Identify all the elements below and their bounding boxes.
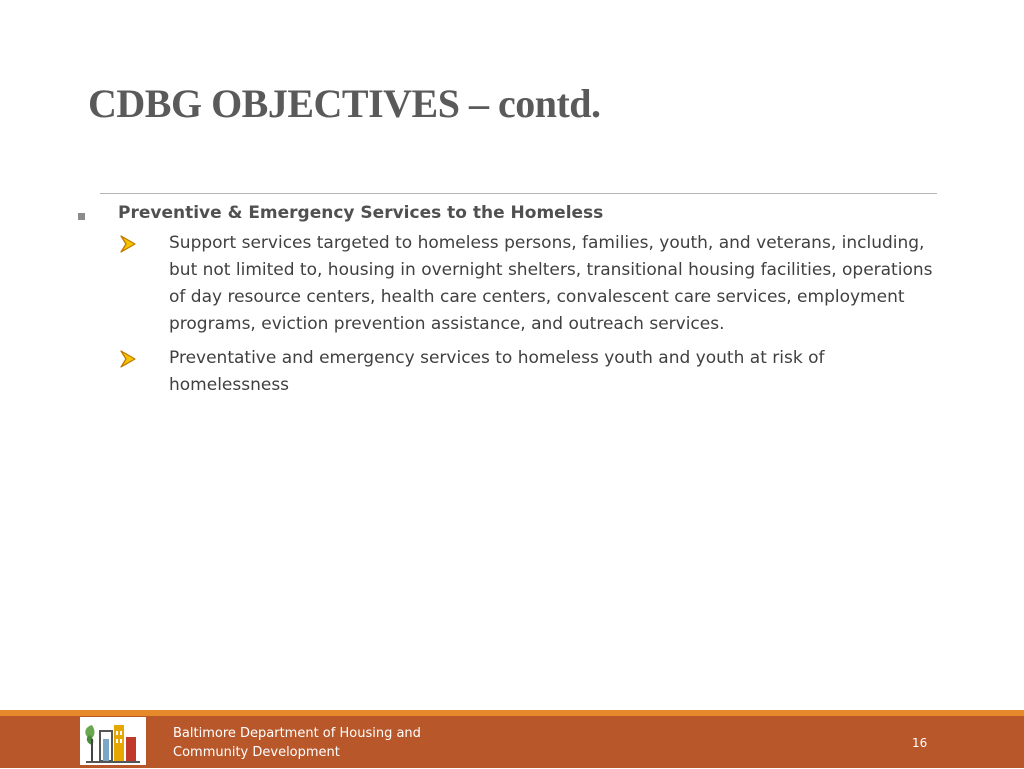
logo-graphic bbox=[80, 717, 146, 765]
sub-bullet-item bbox=[118, 347, 948, 399]
slide-title: CDBG OBJECTIVES – contd. bbox=[88, 81, 601, 126]
sub-bullet-text: Support services targeted to homeless persons, families, youth, and veterans, including, but not limited to, housing in overnight shelters, transitional housing facilities, operations of day resource centers, health care centers, convalescent care services, employment programs, eviction prevention assistance, and outreach services. bbox=[169, 233, 933, 334]
org-line-2: Community Development bbox=[173, 745, 340, 760]
slide-content bbox=[78, 203, 948, 408]
sub-bullet-item bbox=[118, 232, 948, 338]
title-divider bbox=[100, 193, 937, 194]
sub-bullet-list bbox=[118, 232, 948, 399]
bullet-level1 bbox=[78, 203, 948, 226]
footer-bar bbox=[0, 716, 1024, 768]
organization-name bbox=[173, 724, 421, 762]
org-line-1: Baltimore Department of Housing and bbox=[173, 726, 421, 741]
bullet-heading: Preventive & Emergency Services to the Homeless bbox=[118, 203, 604, 223]
arrow-bullet-icon bbox=[118, 234, 138, 254]
square-bullet-icon bbox=[78, 213, 85, 220]
sub-bullet-text: Preventative and emergency services to homeless youth and youth at risk of homelessness bbox=[169, 348, 825, 395]
page-number: 16 bbox=[912, 736, 928, 750]
arrow-bullet-icon bbox=[118, 349, 138, 369]
organization-logo bbox=[80, 717, 146, 765]
